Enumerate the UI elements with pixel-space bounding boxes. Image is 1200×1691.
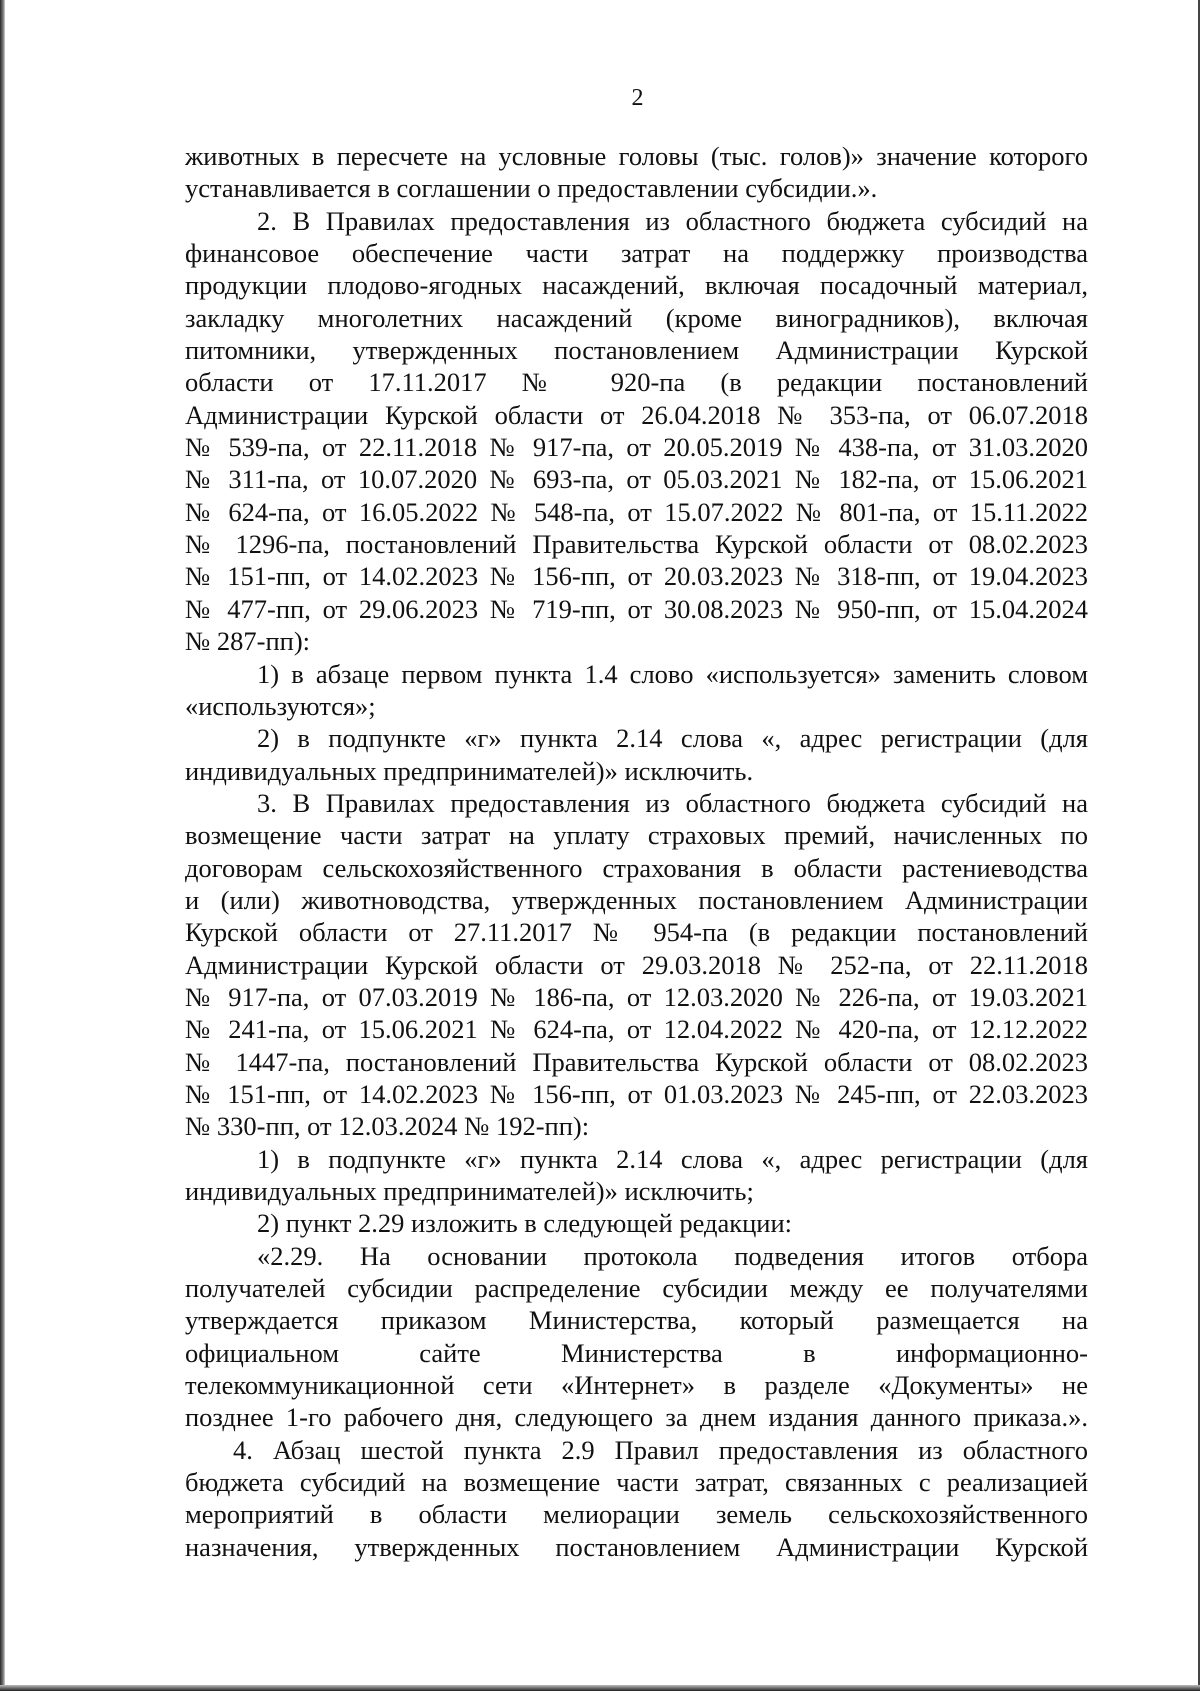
document-body [185, 140, 1088, 1563]
text-line: назначения, утвержденных постановлением Администрации Курской [185, 1531, 1088, 1562]
text-line: мероприятий в области мелиорации земель сельскохозяйственного [185, 1499, 1088, 1530]
text-line: получателей субсидии распределение субсидии между ее получателями [185, 1273, 1088, 1304]
text-line: № 287-пп): [185, 626, 311, 657]
text-line: Администрации Курской области от 26.04.2018 № 353-па, от 06.07.2018 [185, 399, 1088, 430]
text-line: № 151-пп, от 14.02.2023 № 156-пп, от 20.03.2023 № 318-пп, от 19.04.2023 [185, 561, 1088, 592]
text-line: официальном сайте Министерства в информационно- [185, 1337, 1088, 1368]
text-line: «используются»; [185, 690, 376, 721]
text-line: № 539-па, от 22.11.2018 № 917-па, от 20.05.2019 № 438-па, от 31.03.2020 [185, 432, 1088, 463]
text-line: договорам сельскохозяйственного страхования в области растениеводства [185, 852, 1088, 883]
text-line: № 1447-па, постановлений Правительства Курской области от 08.02.2023 [185, 1046, 1088, 1077]
page-number: 2 [631, 85, 644, 111]
text-line: 3. В Правилах предоставления из областного бюджета субсидий на [257, 787, 1088, 818]
text-line: питомники, утвержденных постановлением Администрации Курской [185, 335, 1088, 366]
text-line: № 151-пп, от 14.02.2023 № 156-пп, от 01.03.2023 № 245-пп, от 22.03.2023 [185, 1078, 1088, 1109]
text-line: № 477-пп, от 29.06.2023 № 719-пп, от 30.08.2023 № 950-пп, от 15.04.2024 [185, 593, 1088, 624]
text-line: 2. В Правилах предоставления из областного бюджета субсидий на [257, 205, 1088, 236]
text-line: № 1296-па, постановлений Правительства Курской области от 08.02.2023 [185, 529, 1088, 560]
text-line: области от 17.11.2017 № 920-па (в редакции постановлений [185, 367, 1088, 398]
text-line: Администрации Курской области от 29.03.2018 № 252-па, от 22.11.2018 [185, 949, 1088, 980]
text-line: «2.29. На основании протокола подведения итогов отбора [257, 1240, 1088, 1271]
text-line: № 241-па, от 15.06.2021 № 624-па, от 12.04.2022 № 420-па, от 12.12.2022 [185, 1014, 1088, 1045]
text-line: 1) в абзаце первом пункта 1.4 слово «используется» заменить словом [257, 658, 1088, 689]
text-line: утверждается приказом Министерства, который размещается на [185, 1305, 1088, 1336]
text-line: закладку многолетних насаждений (кроме виноградников), включая [185, 302, 1088, 333]
text-line: № 917-па, от 07.03.2019 № 186-па, от 12.03.2020 № 226-па, от 19.03.2021 [185, 981, 1088, 1012]
text-line: индивидуальных предпринимателей)» исключить. [185, 755, 754, 786]
text-line: возмещение части затрат на уплату страховых премий, начисленных по [185, 820, 1088, 851]
text-line: телекоммуникационной сети «Интернет» в разделе «Документы» не [185, 1370, 1088, 1401]
text-line: 2) пункт 2.29 изложить в следующей редакции: [257, 1208, 793, 1239]
text-line: № 330-пп, от 12.03.2024 № 192-пп): [185, 1111, 590, 1142]
scan-edge-bottom [0, 1685, 1200, 1691]
text-line: позднее 1-го рабочего дня, следующего за днем издания данного приказа.». [185, 1402, 1088, 1433]
text-line: и (или) животноводства, утвержденных постановлением Администрации [185, 884, 1088, 915]
text-line: продукции плодово-ягодных насаждений, включая посадочный материал, [185, 270, 1088, 301]
text-line: № 624-па, от 16.05.2022 № 548-па, от 15.07.2022 № 801-па, от 15.11.2022 [185, 496, 1088, 527]
text-line: Курской области от 27.11.2017 № 954-па (в редакции постановлений [185, 917, 1088, 948]
text-line: бюджета субсидий на возмещение части затрат, связанных с реализацией [185, 1467, 1088, 1498]
text-line: устанавливается в соглашении о предоставлении субсидии.». [185, 173, 878, 204]
text-line: 2) в подпункте «г» пункта 2.14 слова «, адрес регистрации (для [257, 723, 1088, 754]
text-line: 4. Абзац шестой пункта 2.9 Правил предоставления из областного [233, 1434, 1088, 1465]
text-line: финансовое обеспечение части затрат на поддержку производства [185, 238, 1088, 269]
text-line: 1) в подпункте «г» пункта 2.14 слова «, адрес регистрации (для [257, 1143, 1088, 1174]
text-line: индивидуальных предпринимателей)» исключить; [185, 1176, 754, 1206]
text-line: животных в пересчете на условные головы (тыс. голов)» значение которого [185, 141, 1088, 171]
scan-edge-left [0, 0, 5, 1691]
text-line: № 311-па, от 10.07.2020 № 693-па, от 05.03.2021 № 182-па, от 15.06.2021 [185, 464, 1088, 495]
